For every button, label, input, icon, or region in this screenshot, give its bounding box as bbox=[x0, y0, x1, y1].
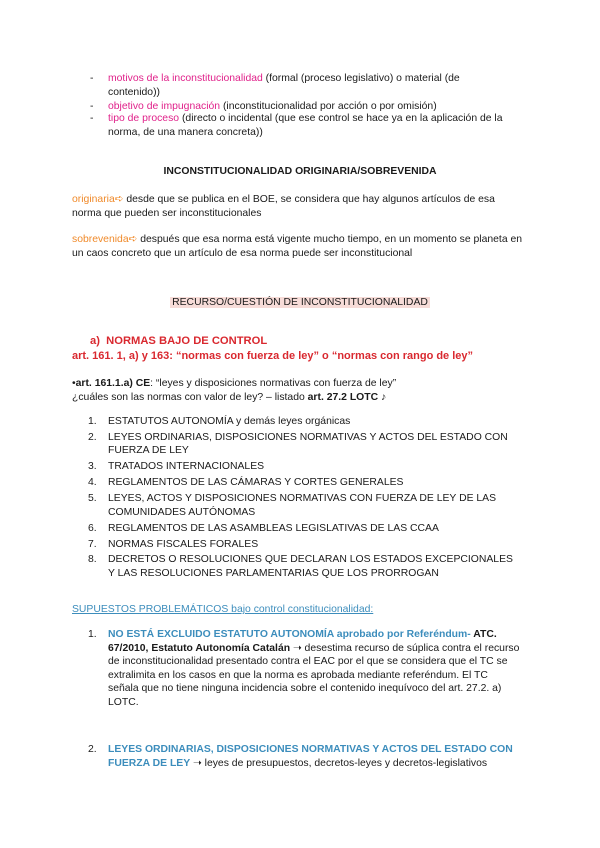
paragraph-text: después que esa norma está vigente mucho tiempo, en un momento se planeta en un caos concreto que un artículo de esa norma puede ser inconstitucional bbox=[72, 234, 523, 259]
list-number: 1. bbox=[88, 629, 97, 640]
section-title-recurso: RECURSO/CUESTIÓN DE INCONSTITUCIONALIDAD bbox=[172, 297, 428, 308]
list-number: 2. bbox=[88, 431, 97, 443]
list-number: 8. bbox=[88, 554, 97, 566]
list-text: ESTATUTOS AUTONOMÍA y demás leyes orgánicas bbox=[108, 416, 351, 427]
art-note-text: : “leyes y disposiciones normativas con fuerza de ley” bbox=[150, 378, 397, 389]
list-number: 7. bbox=[88, 538, 97, 550]
term-sobrevenida: sobrevenida bbox=[72, 234, 129, 245]
list-item bbox=[88, 553, 518, 580]
bullet-marker: • bbox=[72, 378, 76, 389]
art-ref: art. 161.1.a) CE bbox=[75, 378, 151, 389]
paragraph-sobrevenida bbox=[72, 233, 527, 260]
subsection-label: a) bbox=[90, 335, 100, 347]
section-title-originaria: INCONSTITUCIONALIDAD ORIGINARIA/SOBREVENIDA bbox=[163, 166, 437, 177]
list-text: DECRETOS O RESOLUCIONES QUE DECLARAN LOS ESTADOS EXCEPCIONALES Y LAS RESOLUCIONES PARLAMENTARIAS QUE LOS PRORROGAN bbox=[108, 554, 513, 580]
supuesto-ref: ATC. 67/2010, Estatuto Autonomía Catalán bbox=[108, 629, 497, 654]
art-note-line2 bbox=[72, 391, 532, 405]
arrow-icon: ➝ bbox=[190, 757, 202, 769]
dash-marker: - bbox=[90, 113, 94, 124]
term-motivos: motivos de la inconstitucionalidad bbox=[108, 73, 263, 84]
arrow-icon: ➝ bbox=[290, 642, 302, 654]
intro-text: (inconstitucionalidad por acción o por omisión) bbox=[220, 101, 437, 112]
paragraph-originaria bbox=[72, 193, 527, 220]
term-objetivo: objetivo de impugnación bbox=[108, 101, 221, 112]
norm-list bbox=[88, 415, 518, 583]
supuesto-text: desestima recurso de súplica contra el recurso de inconstitucionalidad presentado contra el EAC por el que se considera que el TC se extralimita en los casos en que la norma es aprobada mediante referéndum. El TC señala que no tiene ninguna incidencia sobre el contenido inequívoco del art. 27.2. a) LOTC. bbox=[108, 642, 520, 708]
art-note-question: ¿cuáles son las normas con valor de ley? – listado bbox=[72, 391, 308, 403]
supuesto-term: NO ESTÁ EXCLUIDO ESTATUTO AUTONOMÍA aprobado por Referéndum- bbox=[108, 629, 471, 640]
paragraph-text: desde que se publica en el BOE, se considera que hay algunos artículos de esa norma que pueden ser inconstitucionales bbox=[72, 194, 495, 219]
list-number: 5. bbox=[88, 493, 97, 505]
arrow-icon: ➪ bbox=[114, 194, 124, 205]
subsection-a-heading bbox=[90, 335, 267, 349]
list-text: TRATADOS INTERNACIONALES bbox=[108, 461, 265, 473]
list-text: NORMAS FISCALES FORALES bbox=[108, 538, 259, 550]
section-title-recurso-wrap bbox=[60, 296, 540, 310]
term-tipo: tipo de proceso bbox=[108, 113, 180, 124]
list-text: REGLAMENTOS DE LAS ASAMBLEAS LEGISLATIVAS DE LAS CCAA bbox=[108, 522, 439, 534]
intro-text: (directo o incidental (que ese control se hace ya en la aplicación de la norma, de una manera concreta)) bbox=[108, 113, 503, 138]
supuesto-term: LEYES ORDINARIAS, DISPOSICIONES NORMATIVAS Y ACTOS DEL ESTADO CON FUERZA DE LEY bbox=[108, 744, 513, 769]
subsection-a-ref: art. 161. 1, a) y 163: “normas con fuerza de ley” o “normas con rango de ley” bbox=[72, 350, 474, 362]
list-number: 2. bbox=[88, 744, 97, 755]
list-item bbox=[88, 460, 518, 474]
art-note bbox=[72, 377, 532, 404]
list-number: 6. bbox=[88, 522, 97, 534]
list-text: REGLAMENTOS DE LAS CÁMARAS Y CORTES GENERALES bbox=[108, 477, 404, 489]
dash-marker: - bbox=[90, 73, 94, 84]
art-ref-lotc: art. 27.2 LOTC bbox=[307, 391, 379, 403]
list-item bbox=[88, 415, 518, 429]
list-item bbox=[88, 538, 518, 552]
supuestos-title: SUPUESTOS PROBLEMÁTICOS bajo control constitucionalidad: bbox=[72, 604, 374, 615]
term-originaria: originaria bbox=[72, 194, 115, 205]
music-note-icon: ♪ bbox=[381, 391, 387, 403]
list-number: 1. bbox=[88, 416, 97, 427]
subsection-title: NORMAS BAJO DE CONTROL bbox=[106, 335, 268, 347]
dash-marker: - bbox=[90, 101, 94, 112]
supuesto-item-2 bbox=[88, 743, 520, 770]
list-item bbox=[88, 476, 518, 490]
list-item bbox=[88, 522, 518, 536]
arrow-icon: ➪ bbox=[128, 234, 138, 245]
intro-text: (formal (proceso legislativo) o material (de contenido)) bbox=[108, 73, 460, 98]
supuesto-text: leyes de presupuestos, decretos-leyes y decretos-legislativos bbox=[201, 757, 488, 769]
list-number: 4. bbox=[88, 477, 97, 489]
list-item bbox=[88, 492, 518, 519]
supuesto-item-1 bbox=[88, 628, 520, 710]
art-note-line1 bbox=[72, 377, 532, 391]
list-number: 3. bbox=[88, 461, 97, 473]
list-text: LEYES, ACTOS Y DISPOSICIONES NORMATIVAS CON FUERZA DE LEY DE LAS COMUNIDADES AUTÓNOMAS bbox=[108, 493, 497, 518]
list-item bbox=[88, 431, 518, 458]
list-text: LEYES ORDINARIAS, DISPOSICIONES NORMATIVAS Y ACTOS DEL ESTADO CON FUERZA DE LEY bbox=[108, 431, 508, 457]
